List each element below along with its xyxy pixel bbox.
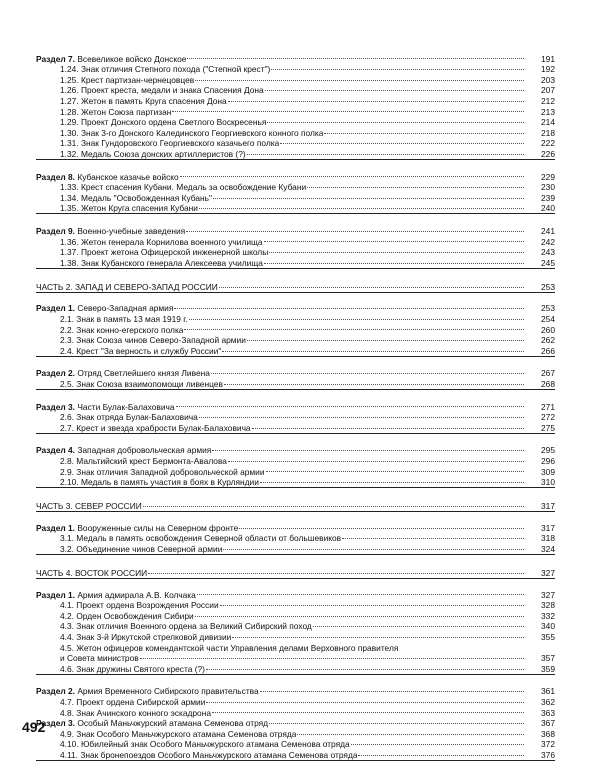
part-title: ЧАСТЬ 4. ВОСТОК РОССИИ — [36, 568, 148, 579]
entry-text — [36, 697, 205, 708]
entry-title: 1.37. Проект жетона Офицерской инженерной школы — [60, 247, 269, 258]
entry-text — [36, 258, 263, 269]
section-title-row — [36, 366, 555, 377]
section-number: Раздел 9. — [36, 225, 76, 236]
entry-title: и Совета министров — [60, 653, 139, 664]
leader-dots — [357, 747, 525, 758]
page-ref: 253 — [541, 303, 555, 314]
leader-dots — [175, 399, 525, 410]
entry-text — [36, 664, 205, 675]
section-number: Раздел 1. — [36, 303, 76, 314]
entry-title: 2.3. Знак Союза чинов Северо-Западной армии — [60, 335, 246, 346]
leader-dots — [259, 684, 525, 695]
leader-dots — [221, 343, 525, 354]
leader-dots — [198, 410, 525, 421]
page-ref: 267 — [541, 368, 555, 379]
leader-dots — [341, 531, 525, 542]
entry-title: 1.29. Проект Донского ордена Светлого Воскресенья — [60, 117, 267, 128]
entry-title: 1.34. Медаль "Освобожденная Кубань" — [60, 192, 212, 203]
page-ref: 239 — [541, 192, 555, 203]
entry-text — [36, 237, 263, 248]
leader-dots — [246, 146, 525, 157]
section-number: Раздел 4. — [36, 445, 76, 456]
entry-text — [36, 172, 179, 183]
leader-dots — [210, 366, 525, 377]
leader-dots — [306, 180, 525, 191]
entry-title: 1.30. Знак 3-го Донского Калединского Георгиевского конного полка — [60, 127, 324, 138]
leader-dots — [231, 629, 525, 640]
section-title: Отряд Светлейшего князя Ливена — [75, 368, 210, 379]
entry-text — [36, 708, 211, 719]
entry-title: 4.3. Знак отличия Военного ордена за Великий Сибирский поход — [60, 621, 312, 632]
section-title: Вооруженные силы на Северном фронте — [75, 522, 239, 533]
section-number: Раздел 2. — [36, 368, 76, 379]
leader-dots — [194, 72, 525, 83]
entry-text — [36, 445, 211, 456]
page-ref: 230 — [541, 182, 555, 193]
entry-text — [36, 544, 222, 555]
page-ref: 367 — [541, 718, 555, 729]
entry-text — [36, 226, 185, 237]
page-ref: 191 — [541, 53, 555, 64]
leader-dots — [264, 83, 525, 94]
part-heading — [36, 565, 555, 579]
toc-section — [36, 684, 555, 716]
leader-dots — [212, 190, 525, 201]
entry-title: 3.1. Медаль в память освобождения Северной области от большевиков — [60, 533, 342, 544]
entry-text — [36, 729, 296, 740]
entry-text — [36, 335, 246, 346]
leader-dots — [251, 420, 525, 431]
entry-title: 4.10. Юбилейный знак Особого Маньчжурского атамана Семенова отряда — [60, 739, 350, 750]
leader-dots — [279, 136, 525, 147]
page-ref: 376 — [541, 749, 555, 760]
part-title: ЧАСТЬ 2. ЗАПАД И СЕВЕРО-ЗАПАД РОССИИ — [36, 281, 218, 292]
entry-title: 1.35. Жетон Круга спасения Кубани — [60, 203, 198, 214]
leader-dots — [196, 587, 525, 598]
entry-title: 1.38. Знак Кубанского генерала Алексеева училища — [60, 257, 263, 268]
entry-title: 4.4. Знак 3-й Иркутской стрелковой дивизии — [60, 632, 232, 643]
entry-text — [36, 325, 183, 336]
entry-title: 1.31. Знак Гундоровского Георгиевского казачьего полка — [60, 138, 280, 149]
page-ref: 242 — [541, 236, 555, 247]
leader-dots — [312, 619, 525, 630]
entry-title: 2.4. Крест "За верность и службу России" — [60, 345, 222, 356]
leader-dots — [259, 475, 525, 486]
page-ref: 241 — [541, 225, 555, 236]
entry-text — [36, 107, 171, 118]
page-ref: 318 — [541, 533, 555, 544]
leader-dots — [186, 51, 525, 62]
entry-text — [36, 314, 188, 325]
entry-title: 4.9. Знак Особого Маньчжурского атамана Семенова отряда — [60, 728, 297, 739]
entry-text — [36, 402, 175, 413]
section-title: Всевеликое войско Донское — [75, 53, 187, 64]
section-number: Раздел 1. — [36, 522, 76, 533]
entry-title: 4.11. Знак бронепоездов Особого Маньчжурского атамана Семенова отряда — [60, 749, 358, 760]
page-ref: 222 — [541, 138, 555, 149]
entry-text — [36, 477, 259, 488]
page-ref: 328 — [541, 600, 555, 611]
page-ref: 310 — [541, 477, 555, 488]
leader-dots — [205, 661, 525, 672]
section-title-row — [36, 223, 555, 234]
leader-dots — [205, 694, 525, 705]
entry-text — [36, 117, 266, 128]
page-ref: 271 — [541, 401, 555, 412]
page-ref: 213 — [541, 106, 555, 117]
page-ref: 218 — [541, 127, 555, 138]
part-title-row — [36, 565, 555, 579]
leader-dots — [139, 651, 525, 662]
entry-text — [36, 632, 231, 643]
section-title-row — [36, 443, 555, 454]
section-title: Армия Временного Сибирского правительства — [75, 686, 259, 697]
entry-title: 4.1. Проект ордена Возрождения России — [60, 600, 219, 611]
leader-dots — [270, 62, 525, 73]
part-title: ЧАСТЬ 3. СЕВЕР РОССИИ — [36, 501, 142, 512]
section-title-row — [36, 169, 555, 180]
leader-dots — [188, 311, 525, 322]
page-ref: 372 — [541, 739, 555, 750]
entry-title: 2.1. Знак в память 13 мая 1919 г. — [60, 313, 188, 324]
entry-text — [36, 590, 196, 601]
entry-title: 4.7. Проект ордена Сибирской армии — [60, 697, 206, 707]
leader-dots — [227, 453, 525, 464]
leader-dots — [142, 499, 525, 510]
section-title: Армия адмирала А.В. Колчака — [75, 589, 196, 600]
leader-dots — [179, 169, 525, 180]
leader-dots — [263, 255, 525, 266]
entry-text — [36, 138, 279, 149]
toc-section — [36, 366, 555, 390]
leader-dots — [323, 125, 525, 136]
leader-dots — [171, 104, 525, 115]
part-title-row — [36, 499, 555, 510]
section-number: Раздел 2. — [36, 686, 76, 697]
leader-dots — [211, 705, 525, 716]
page-ref: 266 — [541, 345, 555, 356]
entry-text — [36, 282, 218, 293]
part-heading — [36, 279, 555, 293]
entry-title: 2.2. Знак конно-егерского полка — [60, 324, 184, 335]
entry-text — [36, 303, 173, 314]
entry-title: 2.10. Медаль в память участия в боях в Курляндии — [60, 477, 259, 488]
entry-title: 4.5. Жетон офицеров комендантской части Управления делами Верховного правителя — [60, 642, 399, 653]
leader-dots — [198, 201, 525, 212]
page-ref: 253 — [541, 281, 555, 292]
leader-dots — [263, 234, 525, 245]
section-number: Раздел 8. — [36, 171, 76, 182]
page-ref: 368 — [541, 728, 555, 739]
entry-text — [36, 739, 350, 750]
page-ref: 268 — [541, 378, 555, 389]
leader-dots — [183, 322, 525, 333]
section-title: Северо-Западная армия — [75, 303, 174, 314]
page-ref: 212 — [541, 95, 555, 106]
page-ref: 226 — [541, 148, 555, 159]
section-title-row — [36, 51, 555, 62]
leader-dots — [185, 223, 525, 234]
page-ref: 327 — [541, 568, 555, 579]
entry-text — [36, 412, 198, 423]
entry-text — [36, 718, 268, 729]
section-number: Раздел 3. — [36, 718, 76, 729]
entry-title: 1.27. Жетон в память Круга спасения Дона — [60, 95, 227, 106]
page-ref: 260 — [541, 324, 555, 335]
page-ref: 275 — [541, 422, 555, 433]
part-heading — [36, 499, 555, 513]
section-title: Западная добровольческая армия — [75, 445, 212, 456]
leader-dots — [223, 376, 525, 387]
page-ref: 355 — [541, 632, 555, 643]
section-number: Раздел 7. — [36, 53, 76, 64]
page-ref: 192 — [541, 64, 555, 75]
toc-section — [36, 443, 555, 488]
page-ref: 272 — [541, 412, 555, 423]
leader-dots — [246, 333, 525, 344]
entry-text — [36, 149, 246, 160]
toc-section — [36, 169, 555, 214]
leader-dots — [227, 93, 525, 104]
entry-text — [36, 346, 221, 357]
section-title-row — [36, 520, 555, 531]
entry-text — [36, 456, 227, 467]
leader-dots — [147, 565, 525, 576]
entry-text — [36, 54, 186, 65]
entry-text — [36, 750, 357, 761]
leader-dots — [211, 443, 525, 454]
entry-text — [36, 423, 251, 434]
leader-dots — [268, 245, 525, 256]
leader-dots — [268, 716, 525, 727]
section-number: Раздел 3. — [36, 401, 76, 412]
section-title: Особый Маньчжурский атамана Семенова отряд — [75, 718, 269, 729]
section-title-row — [36, 399, 555, 410]
entry-title: 2.7. Крест и звезда храбрости Булак-Балаховича — [60, 422, 251, 433]
entry-title: 1.33. Крест спасения Кубани. Медаль за освобождение Кубани — [60, 182, 307, 193]
toc-section — [36, 587, 555, 675]
page-ref: 295 — [541, 445, 555, 456]
entry-title: 1.24. Знак отличия Степного похода ("Степной крест") — [60, 64, 271, 75]
leader-dots — [266, 115, 525, 126]
section-title: Части Булак-Балаховича — [75, 401, 175, 412]
leader-dots — [265, 464, 525, 475]
leader-dots — [222, 541, 525, 552]
entry-title: 1.32. Медаль Союза донских артиллеристов (?) — [60, 148, 246, 159]
page-number: 492 — [22, 719, 46, 735]
entry-title: 1.36. Жетон генерала Корнилова военного училища — [60, 236, 263, 247]
leader-dots — [238, 520, 525, 531]
section-title: Военно-учебные заведения — [75, 225, 186, 236]
entry-text — [36, 193, 212, 204]
entry-title: 4.8. Знак Ачинского конного эскадрона — [60, 707, 211, 718]
page-ref: 207 — [541, 85, 555, 96]
leader-dots — [173, 301, 525, 312]
leader-dots — [194, 608, 525, 619]
toc-section — [36, 223, 555, 268]
entry-text — [36, 611, 194, 622]
toc-section — [36, 51, 555, 160]
entry-title: 4.6. Знак дружины Святого креста (?) — [60, 663, 205, 674]
entry-text — [36, 568, 147, 579]
entry-title: 1.28. Жетон Союза партизан — [60, 106, 172, 117]
entry-title: 3.2. Объединение чинов Северной армии — [60, 543, 223, 554]
entry-title: 1.26. Проект креста, медали и знака Спасения Дона — [60, 85, 264, 96]
page-ref: 262 — [541, 335, 555, 346]
page-ref: 340 — [541, 621, 555, 632]
page-ref: 357 — [541, 653, 555, 664]
entry-text — [36, 368, 210, 379]
section-title-row — [36, 587, 555, 598]
toc-section — [36, 301, 555, 357]
toc-section — [36, 520, 555, 555]
page-ref: 317 — [541, 522, 555, 533]
section-title: Кубанское казачье войско — [75, 171, 179, 182]
page-ref: 359 — [541, 663, 555, 674]
section-number: Раздел 1. — [36, 589, 76, 600]
page-ref: 332 — [541, 610, 555, 621]
entry-title: 2.5. Знак Союза взаимопомощи ливенцев — [60, 378, 223, 389]
page-ref: 317 — [541, 501, 555, 512]
leader-dots — [218, 279, 525, 290]
part-title-row — [36, 279, 555, 290]
page-ref: 243 — [541, 247, 555, 258]
page-ref: 203 — [541, 74, 555, 85]
leader-dots — [296, 726, 525, 737]
page-ref: 240 — [541, 203, 555, 214]
table-of-contents — [36, 51, 555, 761]
entry-text — [36, 600, 219, 611]
entry-text — [36, 75, 194, 86]
page-ref: 229 — [541, 171, 555, 182]
toc-section — [36, 716, 555, 761]
page-ref: 362 — [541, 697, 555, 707]
page-ref: 324 — [541, 543, 555, 554]
page-ref: 361 — [541, 686, 555, 697]
entry-title: 2.6. Знак отряда Булак-Балаховича — [60, 412, 198, 423]
entry-title: 4.2. Орден Освобождения Сибири — [60, 610, 194, 621]
entry-text — [36, 501, 142, 512]
leader-dots — [219, 598, 525, 609]
entry-text — [36, 653, 139, 664]
entry-text — [36, 379, 223, 390]
page-ref: 245 — [541, 257, 555, 268]
entry-text — [36, 247, 268, 258]
entry-text — [36, 523, 238, 534]
page-ref: 296 — [541, 455, 555, 466]
section-title-row — [36, 301, 555, 312]
entry-title: 2.9. Знак отличия Западной добровольческой армии — [60, 466, 265, 477]
page-ref: 327 — [541, 589, 555, 600]
page-ref: 363 — [541, 707, 555, 718]
entry-text — [36, 203, 198, 214]
entry-text — [36, 467, 265, 478]
entry-title: 1.25. Крест партизан-чернецовцев — [60, 74, 195, 85]
toc-section — [36, 399, 555, 434]
page-ref: 309 — [541, 466, 555, 477]
page-ref: 214 — [541, 117, 555, 128]
page-ref: 254 — [541, 313, 555, 324]
entry-title: 2.8. Мальтийский крест Бермонта-Авалова — [60, 455, 227, 466]
leader-dots — [350, 737, 525, 748]
section-title-row — [36, 684, 555, 695]
